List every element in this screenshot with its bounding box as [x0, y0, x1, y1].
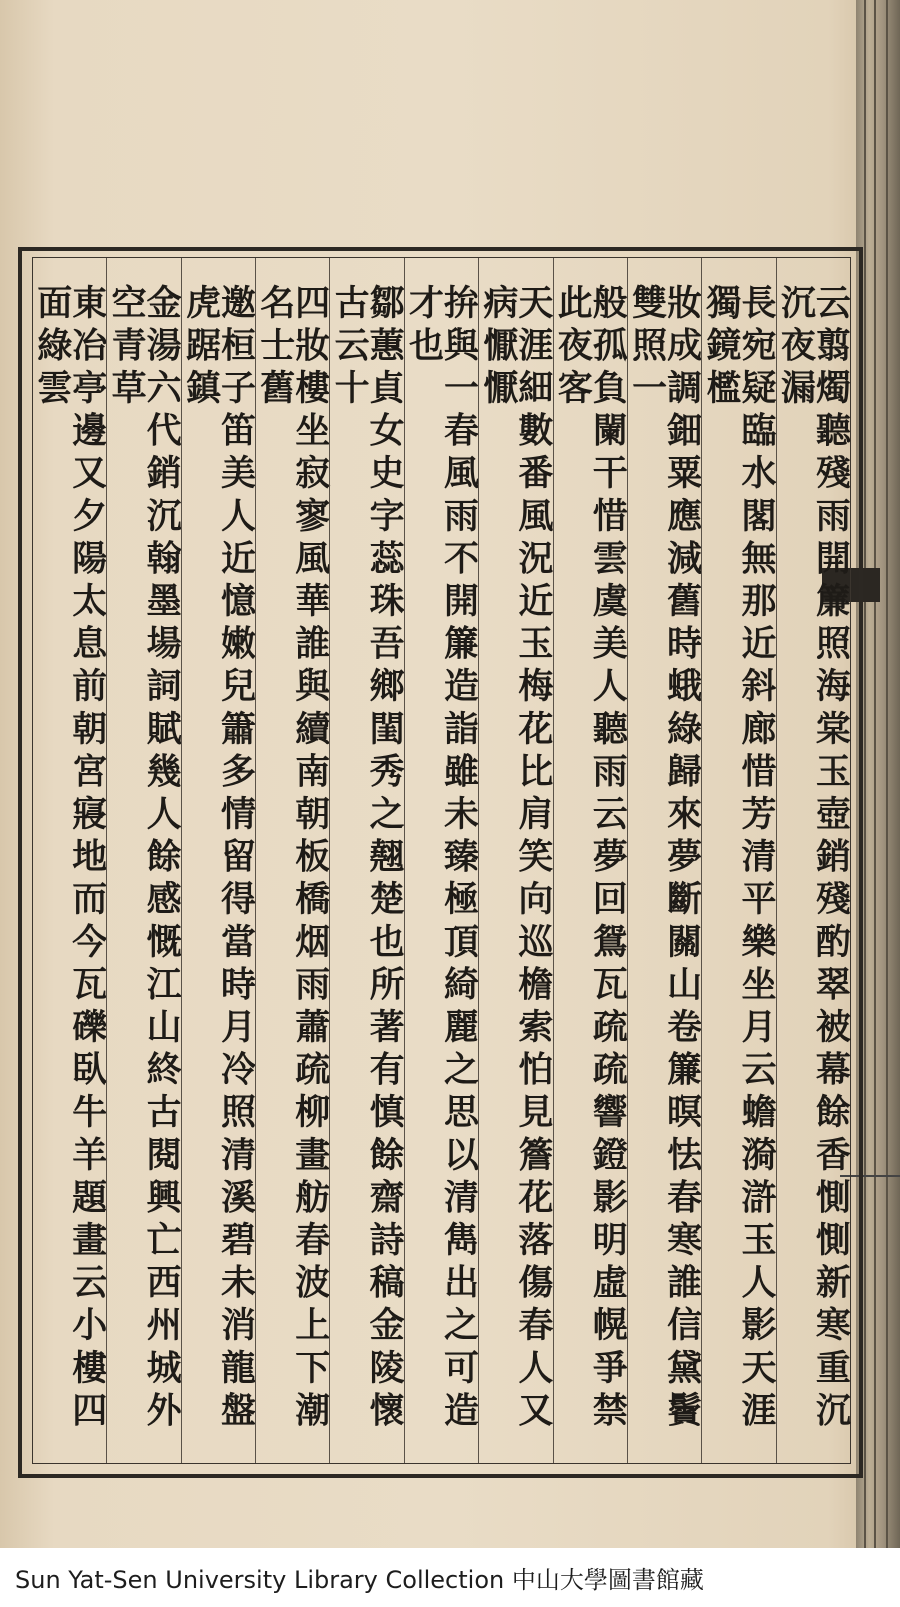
text-frame — [18, 247, 863, 1478]
collection-caption: Sun Yat-Sen University Library Collection 中山大學圖書館藏 — [15, 1566, 704, 1594]
text-column — [181, 258, 255, 1463]
text-column — [33, 258, 106, 1463]
column-text-4: 般孤負闌干惜雲虞美人聽雨云夢回鴛瓦疏疏響鐙影明虛幌爭禁此夜客 — [552, 284, 629, 1435]
text-column — [701, 258, 775, 1463]
column-text-9: 邀桓子笛美人近憶嫩兒簫多情留得當時月冷照清溪碧未消龍盤虎踞鎮 — [180, 284, 257, 1435]
text-column — [553, 258, 627, 1463]
text-column — [404, 258, 478, 1463]
column-text-2: 長宛疑臨水閣無那近斜廊惜芳清平樂坐月云蟾漪滸玉人影天涯獨鏡檻 — [700, 284, 777, 1435]
text-column — [255, 258, 329, 1463]
column-text-6: 拚與一春風雨不開簾造詣雖未臻極頂綺麗之思以清雋出之可造才也 — [403, 284, 480, 1435]
collection-footer — [0, 1548, 900, 1607]
column-text-8: 四妝樓坐寂寥風華誰與續南朝板橋烟雨蕭疏柳畫舫春波上下潮名士舊 — [254, 284, 331, 1435]
column-text-11: 東冶亭邊又夕陽太息前朝宮寢地而今瓦礫臥牛羊題畫云小樓四面綠雲 — [31, 284, 108, 1435]
column-text-10: 金湯六代銷沉翰墨場詞賦幾人餘感慨江山終古閱興亡西州城外空青草 — [106, 284, 183, 1435]
text-frame-inner — [32, 257, 851, 1464]
text-column — [329, 258, 406, 1463]
column-text-7: 鄒蕙貞女史字蕊珠吾鄉閨秀之翹楚也所著有慎餘齋詩稿金陵懷古云十 — [329, 284, 406, 1435]
text-column — [627, 258, 701, 1463]
column-text-3: 妝成調鈿粟應減舊時蛾綠歸來夢斷關山卷簾暝怯春寒誰信黛鬢雙照一 — [626, 284, 703, 1435]
text-columns — [33, 258, 850, 1463]
column-text-1: 云翦燭聽殘雨開簾照海棠玉壺銷殘酌翠被幕餘香惻惻新寒重沉沉夜漏 — [775, 284, 852, 1435]
text-column — [478, 258, 552, 1463]
text-column — [776, 258, 850, 1463]
column-text-5: 天涯細數番風況近玉梅花比肩笑向巡檐索怕見簷花落傷春人又病懨懨 — [477, 284, 554, 1435]
text-column — [106, 258, 183, 1463]
